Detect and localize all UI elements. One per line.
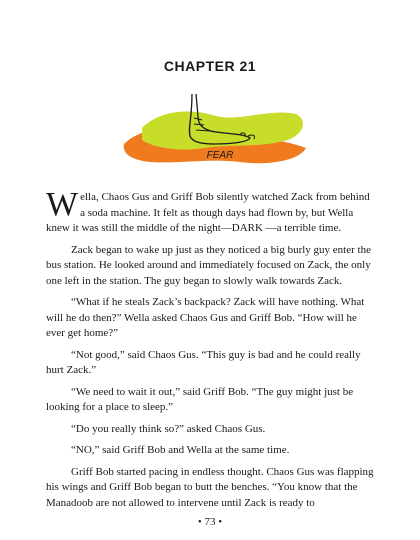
paragraph-1-text: ella, Chaos Gus and Griff Bob silently watched Zack from behind a soda machine. It felt as though days had flown by, but Wella knew it was still the middle of the night—DARK —a terrible time. [46, 191, 370, 234]
page-number: • 73 • [197, 516, 223, 528]
fear-illustration [120, 88, 310, 170]
paragraph-5: “We need to wait it out,” said Griff Bob. “The guy might just be looking for a place to sleep.” [46, 385, 354, 413]
paragraph-2: Zack began to wake up just as they noticed a big burly guy enter the bus station. He looked around and immediately focused on Zack, the only one left in the station. The guy began to slowly walk towards Zack. [46, 243, 371, 287]
paragraph-6: “Do you really think so?” asked Chaos Gus. [71, 422, 266, 435]
paragraph-1 [46, 186, 374, 237]
paragraph-8: Griff Bob started pacing in endless thought. Chaos Gus was flapping his wings and Griff Bob began to butt the benches. “You know that the Manadoob are not allowed to intervene until Zack is ready to [46, 465, 374, 509]
fear-drawing [120, 88, 310, 170]
paragraph-7: “NO,” said Griff Bob and Wella at the same time. [71, 444, 290, 456]
dropcap: W [46, 186, 79, 223]
chapter-body [46, 186, 374, 517]
chapter-title: CHAPTER 21 [163, 58, 257, 74]
paragraph-3: “What if he steals Zack’s backpack? Zack will have nothing. What will he do then?” Wella asked Chaos Gus and Griff Bob. “How will he ever get home?” [46, 296, 365, 339]
fear-label: FEAR [206, 150, 234, 161]
paragraph-4: “Not good,” said Chaos Gus. “This guy is bad and he could really hurt Zack.” [46, 348, 361, 376]
